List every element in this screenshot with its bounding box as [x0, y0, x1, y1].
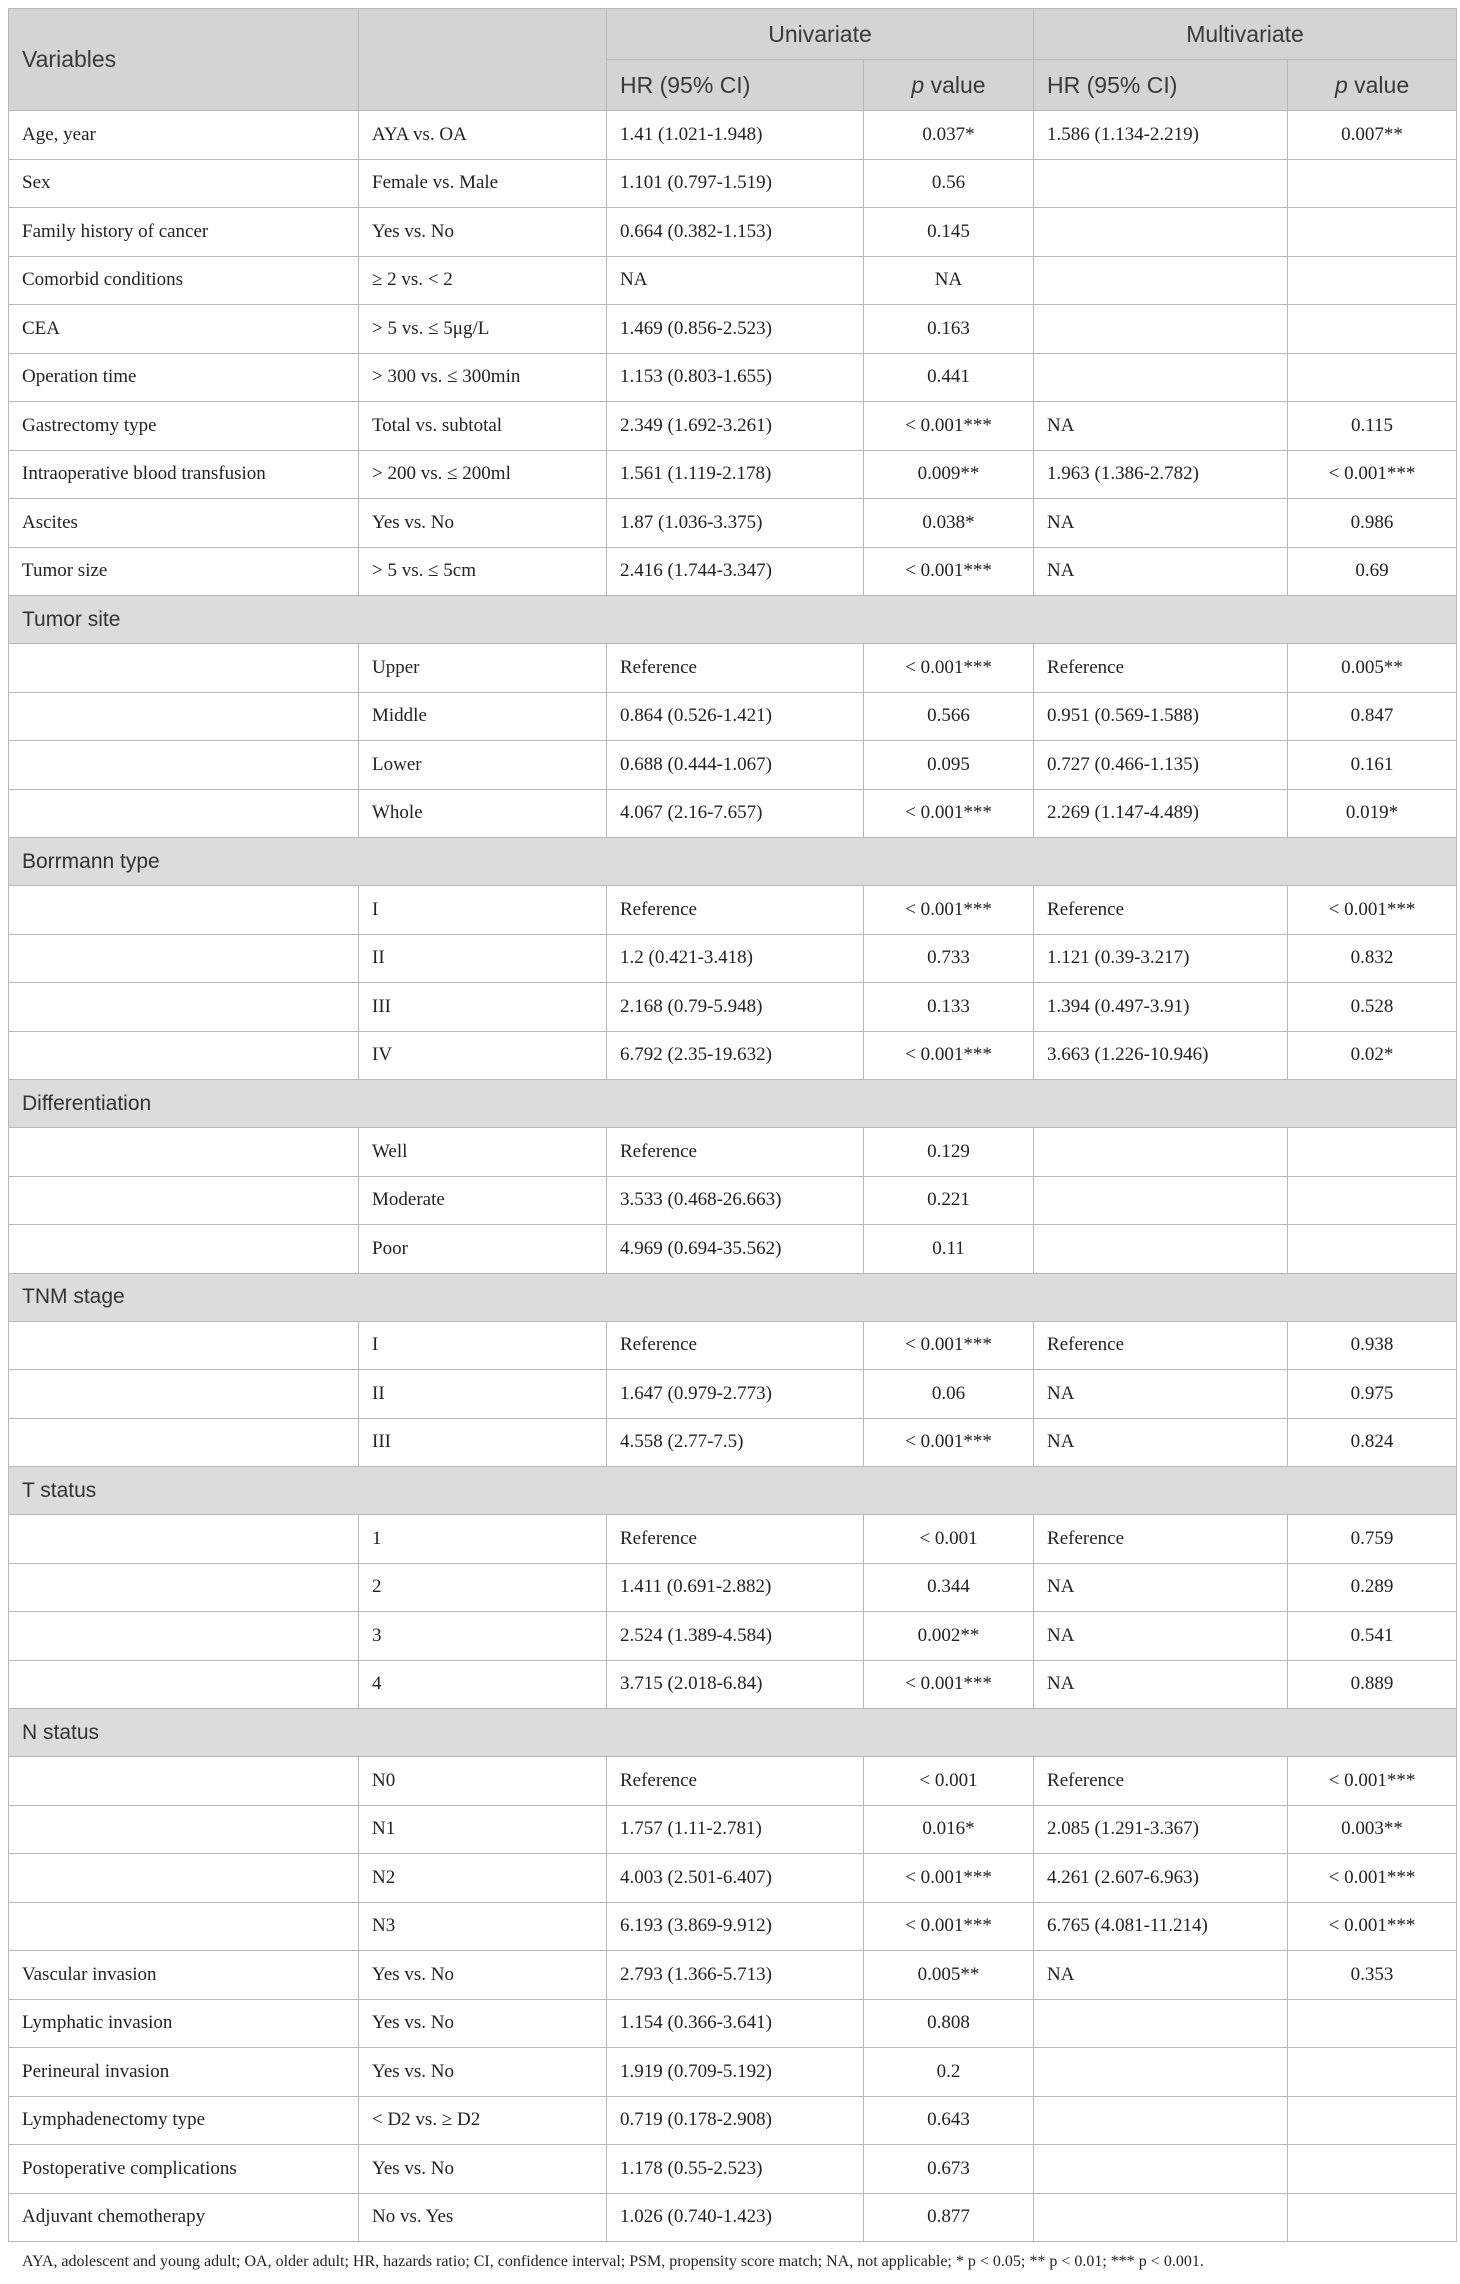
cell-comparison: Moderate [359, 1176, 607, 1225]
cell-multivariate-hr: 1.586 (1.134-2.219) [1034, 111, 1288, 160]
cell-comparison: Middle [359, 692, 607, 741]
cell-univariate-hr: 4.067 (2.16-7.657) [607, 789, 864, 838]
cell-multivariate-hr [1034, 208, 1288, 257]
section-row [9, 1709, 1457, 1757]
cell-multivariate-p: 0.69 [1288, 547, 1457, 596]
cell-variable [9, 789, 359, 838]
cell-multivariate-hr [1034, 159, 1288, 208]
header-p-italic: p [1334, 71, 1348, 98]
cell-comparison: I [359, 1321, 607, 1370]
cell-multivariate-hr [1034, 1128, 1288, 1177]
cell-univariate-p: < 0.001*** [864, 1321, 1034, 1370]
cell-univariate-hr: 0.719 (0.178-2.908) [607, 2096, 864, 2145]
section-row [9, 1080, 1457, 1128]
section-row [9, 838, 1457, 886]
cell-comparison: > 300 vs. ≤ 300min [359, 353, 607, 402]
cell-univariate-hr: 6.193 (3.869-9.912) [607, 1902, 864, 1951]
header-multivariate: Multivariate [1034, 9, 1457, 60]
cell-variable [9, 1612, 359, 1661]
cell-variable [9, 1031, 359, 1080]
results-table [8, 8, 1457, 2242]
cell-comparison: > 5 vs. ≤ 5cm [359, 547, 607, 596]
cell-variable [9, 1176, 359, 1225]
cell-univariate-hr: 3.715 (2.018-6.84) [607, 1660, 864, 1709]
cell-univariate-hr: Reference [607, 1515, 864, 1564]
cell-comparison: IV [359, 1031, 607, 1080]
cell-univariate-p: < 0.001*** [864, 1660, 1034, 1709]
cell-univariate-p: < 0.001 [864, 1757, 1034, 1806]
cell-multivariate-hr [1034, 1225, 1288, 1274]
cell-univariate-hr: 1.154 (0.366-3.641) [607, 1999, 864, 2048]
cell-univariate-hr: 1.153 (0.803-1.655) [607, 353, 864, 402]
cell-multivariate-p [1288, 1225, 1457, 1274]
cell-variable: Ascites [9, 499, 359, 548]
table-row [9, 1370, 1457, 1419]
cell-multivariate-hr: Reference [1034, 1757, 1288, 1806]
cell-comparison: II [359, 934, 607, 983]
cell-multivariate-p [1288, 353, 1457, 402]
header-comparison [359, 9, 607, 111]
cell-multivariate-hr: NA [1034, 499, 1288, 548]
cell-univariate-hr: Reference [607, 1757, 864, 1806]
table-row [9, 983, 1457, 1032]
cell-univariate-hr: 1.41 (1.021-1.948) [607, 111, 864, 160]
cell-multivariate-hr: NA [1034, 1660, 1288, 1709]
header-p-rest: value [1354, 71, 1410, 98]
cell-multivariate-p [1288, 2193, 1457, 2242]
cell-multivariate-hr [1034, 2048, 1288, 2097]
cell-comparison: Yes vs. No [359, 208, 607, 257]
cell-multivariate-p: 0.289 [1288, 1563, 1457, 1612]
cell-univariate-hr: 1.757 (1.11-2.781) [607, 1805, 864, 1854]
cell-univariate-p: 0.163 [864, 305, 1034, 354]
cell-multivariate-hr: NA [1034, 1370, 1288, 1419]
cell-univariate-hr: 0.864 (0.526-1.421) [607, 692, 864, 741]
cell-multivariate-p: 0.02* [1288, 1031, 1457, 1080]
cell-univariate-p: 0.11 [864, 1225, 1034, 1274]
cell-univariate-hr: 6.792 (2.35-19.632) [607, 1031, 864, 1080]
cell-variable: Postoperative complications [9, 2145, 359, 2194]
header-p-italic: p [911, 71, 925, 98]
header-multivariate-hr: HR (95% CI) [1034, 60, 1288, 111]
table-row [9, 692, 1457, 741]
cell-variable: Lymphatic invasion [9, 1999, 359, 2048]
cell-multivariate-p: 0.541 [1288, 1612, 1457, 1661]
cell-univariate-p: < 0.001*** [864, 1854, 1034, 1903]
cell-comparison: 1 [359, 1515, 607, 1564]
cell-variable [9, 1757, 359, 1806]
table-row [9, 1805, 1457, 1854]
table-row [9, 1321, 1457, 1370]
cell-univariate-p: 0.129 [864, 1128, 1034, 1177]
cell-univariate-hr: 1.561 (1.119-2.178) [607, 450, 864, 499]
cell-comparison: 3 [359, 1612, 607, 1661]
cell-univariate-hr: 1.647 (0.979-2.773) [607, 1370, 864, 1419]
cell-univariate-hr: 4.003 (2.501-6.407) [607, 1854, 864, 1903]
cell-multivariate-hr: NA [1034, 402, 1288, 451]
cell-comparison: < D2 vs. ≥ D2 [359, 2096, 607, 2145]
table-row [9, 1902, 1457, 1951]
cell-variable: Lymphadenectomy type [9, 2096, 359, 2145]
table-row [9, 1563, 1457, 1612]
cell-univariate-hr: 2.349 (1.692-3.261) [607, 402, 864, 451]
cell-variable: CEA [9, 305, 359, 354]
cell-univariate-hr: 1.178 (0.55-2.523) [607, 2145, 864, 2194]
cell-univariate-p: 0.344 [864, 1563, 1034, 1612]
cell-variable: Vascular invasion [9, 1951, 359, 2000]
cell-multivariate-p: 0.759 [1288, 1515, 1457, 1564]
cell-univariate-p: 0.016* [864, 1805, 1034, 1854]
cell-multivariate-hr [1034, 2193, 1288, 2242]
cell-multivariate-p: 0.528 [1288, 983, 1457, 1032]
cell-multivariate-p: 0.115 [1288, 402, 1457, 451]
table-row [9, 644, 1457, 693]
table-row [9, 1854, 1457, 1903]
cell-variable: Family history of cancer [9, 208, 359, 257]
cell-multivariate-p: 0.161 [1288, 741, 1457, 790]
cell-univariate-hr: 1.101 (0.797-1.519) [607, 159, 864, 208]
cell-univariate-p: < 0.001*** [864, 402, 1034, 451]
header-univariate: Univariate [607, 9, 1034, 60]
cell-variable [9, 983, 359, 1032]
cell-multivariate-hr: NA [1034, 547, 1288, 596]
cell-comparison: III [359, 1418, 607, 1467]
cell-univariate-hr: 1.411 (0.691-2.882) [607, 1563, 864, 1612]
table-row [9, 1128, 1457, 1177]
cell-variable: Adjuvant chemotherapy [9, 2193, 359, 2242]
cell-comparison: Yes vs. No [359, 1999, 607, 2048]
cell-multivariate-p [1288, 305, 1457, 354]
cell-univariate-p: 0.643 [864, 2096, 1034, 2145]
header-p-rest: value [930, 71, 986, 98]
table-row [9, 402, 1457, 451]
cell-multivariate-p: 0.938 [1288, 1321, 1457, 1370]
cell-univariate-hr: 3.533 (0.468-26.663) [607, 1176, 864, 1225]
cell-multivariate-p: 0.847 [1288, 692, 1457, 741]
cell-univariate-p: 0.808 [864, 1999, 1034, 2048]
table-row [9, 353, 1457, 402]
section-label: Differentiation [9, 1080, 1457, 1128]
table-row [9, 2048, 1457, 2097]
table-row [9, 2145, 1457, 2194]
cell-comparison: I [359, 886, 607, 935]
table-row [9, 256, 1457, 305]
cell-multivariate-p: 0.824 [1288, 1418, 1457, 1467]
cell-univariate-hr: 4.969 (0.694-35.562) [607, 1225, 864, 1274]
table-row [9, 1225, 1457, 1274]
cell-multivariate-hr: 0.951 (0.569-1.588) [1034, 692, 1288, 741]
table-row [9, 1418, 1457, 1467]
table-row [9, 499, 1457, 548]
cell-multivariate-hr: 0.727 (0.466-1.135) [1034, 741, 1288, 790]
table-row [9, 1999, 1457, 2048]
cell-univariate-hr: Reference [607, 644, 864, 693]
cell-multivariate-p: 0.019* [1288, 789, 1457, 838]
cell-variable [9, 934, 359, 983]
cell-comparison: 4 [359, 1660, 607, 1709]
cell-univariate-p: 0.06 [864, 1370, 1034, 1419]
cell-comparison: No vs. Yes [359, 2193, 607, 2242]
cell-multivariate-p [1288, 1999, 1457, 2048]
cell-comparison: > 5 vs. ≤ 5μg/L [359, 305, 607, 354]
header-univariate-hr: HR (95% CI) [607, 60, 864, 111]
cell-comparison: II [359, 1370, 607, 1419]
cell-multivariate-hr: Reference [1034, 1515, 1288, 1564]
cell-variable [9, 886, 359, 935]
cell-comparison: Upper [359, 644, 607, 693]
cell-multivariate-p: 0.975 [1288, 1370, 1457, 1419]
cell-multivariate-hr: 2.269 (1.147-4.489) [1034, 789, 1288, 838]
cell-multivariate-p [1288, 2096, 1457, 2145]
cell-univariate-p: 0.2 [864, 2048, 1034, 2097]
cell-variable [9, 1805, 359, 1854]
table-row [9, 1660, 1457, 1709]
header-univariate-p [864, 60, 1034, 111]
cell-multivariate-hr: 1.963 (1.386-2.782) [1034, 450, 1288, 499]
table-row [9, 1951, 1457, 2000]
cell-variable [9, 1321, 359, 1370]
cell-multivariate-hr: 3.663 (1.226-10.946) [1034, 1031, 1288, 1080]
cell-variable [9, 1515, 359, 1564]
section-label: T status [9, 1467, 1457, 1515]
cell-multivariate-p: < 0.001*** [1288, 1854, 1457, 1903]
cell-comparison: Lower [359, 741, 607, 790]
cell-variable [9, 1854, 359, 1903]
cell-multivariate-p: < 0.001*** [1288, 1757, 1457, 1806]
cell-univariate-hr: 2.524 (1.389-4.584) [607, 1612, 864, 1661]
cell-univariate-p: 0.145 [864, 208, 1034, 257]
cell-univariate-p: 0.733 [864, 934, 1034, 983]
table-row [9, 305, 1457, 354]
cell-univariate-hr: 1.919 (0.709-5.192) [607, 2048, 864, 2097]
cell-univariate-p: 0.56 [864, 159, 1034, 208]
cell-univariate-hr: 2.416 (1.744-3.347) [607, 547, 864, 596]
cell-multivariate-hr: 1.394 (0.497-3.91) [1034, 983, 1288, 1032]
cell-variable [9, 741, 359, 790]
cell-comparison: Yes vs. No [359, 499, 607, 548]
cell-multivariate-p: 0.832 [1288, 934, 1457, 983]
cell-univariate-p: 0.221 [864, 1176, 1034, 1225]
cell-multivariate-hr: Reference [1034, 886, 1288, 935]
cell-multivariate-p: 0.005** [1288, 644, 1457, 693]
section-label: N status [9, 1709, 1457, 1757]
cell-multivariate-p [1288, 159, 1457, 208]
cell-variable: Intraoperative blood transfusion [9, 450, 359, 499]
table-footnote: AYA, adolescent and young adult; OA, older adult; HR, hazards ratio; CI, confidence interval; PSM, propensity score match; NA, not applicable; * p < 0.05; ** p < 0.01; *** p < 0.001. [22, 2253, 1204, 2270]
cell-variable: Tumor size [9, 547, 359, 596]
section-row [9, 1273, 1457, 1321]
cell-univariate-p: NA [864, 256, 1034, 305]
cell-comparison: Yes vs. No [359, 2048, 607, 2097]
table-row [9, 1612, 1457, 1661]
cell-univariate-p: < 0.001*** [864, 547, 1034, 596]
cell-multivariate-hr [1034, 353, 1288, 402]
cell-variable [9, 1370, 359, 1419]
cell-multivariate-p [1288, 1176, 1457, 1225]
cell-multivariate-p [1288, 1128, 1457, 1177]
cell-univariate-hr: 1.2 (0.421-3.418) [607, 934, 864, 983]
section-label: Borrmann type [9, 838, 1457, 886]
cell-comparison: Yes vs. No [359, 2145, 607, 2194]
cell-variable: Gastrectomy type [9, 402, 359, 451]
table-header [9, 9, 1457, 111]
cell-univariate-hr: NA [607, 256, 864, 305]
table-row [9, 741, 1457, 790]
cell-variable [9, 1563, 359, 1612]
cell-univariate-p: < 0.001*** [864, 644, 1034, 693]
cell-multivariate-hr: 1.121 (0.39-3.217) [1034, 934, 1288, 983]
cell-multivariate-hr: Reference [1034, 644, 1288, 693]
cell-multivariate-hr: 6.765 (4.081-11.214) [1034, 1902, 1288, 1951]
cell-multivariate-hr [1034, 1176, 1288, 1225]
section-label: Tumor site [9, 596, 1457, 644]
cell-univariate-hr: 4.558 (2.77-7.5) [607, 1418, 864, 1467]
cell-multivariate-hr [1034, 305, 1288, 354]
table-row [9, 1176, 1457, 1225]
cell-multivariate-hr [1034, 1999, 1288, 2048]
cell-univariate-hr: 2.168 (0.79-5.948) [607, 983, 864, 1032]
cell-variable [9, 1225, 359, 1274]
cell-comparison: Poor [359, 1225, 607, 1274]
cell-multivariate-hr: 4.261 (2.607-6.963) [1034, 1854, 1288, 1903]
cell-multivariate-hr [1034, 2145, 1288, 2194]
cell-univariate-hr: 2.793 (1.366-5.713) [607, 1951, 864, 2000]
cell-univariate-p: < 0.001*** [864, 789, 1034, 838]
cell-variable [9, 644, 359, 693]
section-label: TNM stage [9, 1273, 1457, 1321]
cell-variable: Perineural invasion [9, 2048, 359, 2097]
cell-multivariate-p: 0.353 [1288, 1951, 1457, 2000]
table-row [9, 789, 1457, 838]
cell-univariate-hr: 1.87 (1.036-3.375) [607, 499, 864, 548]
cell-multivariate-p: < 0.001*** [1288, 886, 1457, 935]
cell-multivariate-hr: NA [1034, 1612, 1288, 1661]
table-row [9, 1515, 1457, 1564]
cell-multivariate-p: 0.889 [1288, 1660, 1457, 1709]
cell-univariate-p: 0.673 [864, 2145, 1034, 2194]
section-row [9, 1467, 1457, 1515]
cell-univariate-p: 0.005** [864, 1951, 1034, 2000]
cell-variable: Operation time [9, 353, 359, 402]
cell-comparison: Yes vs. No [359, 1951, 607, 2000]
cell-multivariate-hr: Reference [1034, 1321, 1288, 1370]
cell-univariate-p: < 0.001*** [864, 1902, 1034, 1951]
cell-multivariate-p [1288, 208, 1457, 257]
cell-comparison: Female vs. Male [359, 159, 607, 208]
table-row [9, 111, 1457, 160]
cell-variable: Comorbid conditions [9, 256, 359, 305]
cell-univariate-p: 0.133 [864, 983, 1034, 1032]
header-multivariate-p [1288, 60, 1457, 111]
cell-univariate-p: 0.095 [864, 741, 1034, 790]
cell-variable [9, 692, 359, 741]
cell-univariate-hr: 1.469 (0.856-2.523) [607, 305, 864, 354]
cell-univariate-p: 0.877 [864, 2193, 1034, 2242]
section-row [9, 596, 1457, 644]
cell-univariate-p: < 0.001*** [864, 1031, 1034, 1080]
cell-multivariate-hr: NA [1034, 1563, 1288, 1612]
cell-univariate-p: < 0.001*** [864, 886, 1034, 935]
cell-univariate-hr: 0.688 (0.444-1.067) [607, 741, 864, 790]
cell-univariate-p: 0.566 [864, 692, 1034, 741]
cell-multivariate-p: < 0.001*** [1288, 1902, 1457, 1951]
cell-comparison: Well [359, 1128, 607, 1177]
cell-multivariate-p: < 0.001*** [1288, 450, 1457, 499]
cell-comparison: Whole [359, 789, 607, 838]
table-row [9, 450, 1457, 499]
cell-univariate-hr: Reference [607, 1321, 864, 1370]
cell-comparison: III [359, 983, 607, 1032]
cell-variable [9, 1660, 359, 1709]
cell-univariate-p: 0.037* [864, 111, 1034, 160]
header-variables: Variables [9, 9, 359, 111]
cell-multivariate-hr [1034, 2096, 1288, 2145]
cell-multivariate-hr [1034, 256, 1288, 305]
cell-comparison: > 200 vs. ≤ 200ml [359, 450, 607, 499]
cell-variable: Age, year [9, 111, 359, 160]
table-row [9, 2096, 1457, 2145]
cell-univariate-p: < 0.001 [864, 1515, 1034, 1564]
cell-univariate-hr: 0.664 (0.382-1.153) [607, 208, 864, 257]
cell-variable [9, 1418, 359, 1467]
cell-comparison: N3 [359, 1902, 607, 1951]
cell-variable [9, 1128, 359, 1177]
cell-multivariate-hr: NA [1034, 1951, 1288, 2000]
cell-comparison: 2 [359, 1563, 607, 1612]
table-row [9, 934, 1457, 983]
table-row [9, 2193, 1457, 2242]
cell-univariate-p: 0.002** [864, 1612, 1034, 1661]
cell-multivariate-hr: 2.085 (1.291-3.367) [1034, 1805, 1288, 1854]
cell-comparison: Total vs. subtotal [359, 402, 607, 451]
table-row [9, 159, 1457, 208]
cell-univariate-hr: Reference [607, 886, 864, 935]
cell-multivariate-p [1288, 2145, 1457, 2194]
cell-multivariate-p: 0.003** [1288, 1805, 1457, 1854]
table-body [9, 111, 1457, 2242]
cell-univariate-hr: Reference [607, 1128, 864, 1177]
cell-comparison: N1 [359, 1805, 607, 1854]
cell-univariate-p: 0.038* [864, 499, 1034, 548]
cell-comparison: N0 [359, 1757, 607, 1806]
cell-comparison: N2 [359, 1854, 607, 1903]
cell-multivariate-p [1288, 256, 1457, 305]
cell-univariate-p: < 0.001*** [864, 1418, 1034, 1467]
cell-comparison: AYA vs. OA [359, 111, 607, 160]
cell-univariate-p: 0.441 [864, 353, 1034, 402]
table-row [9, 1757, 1457, 1806]
cell-comparison: ≥ 2 vs. < 2 [359, 256, 607, 305]
cell-univariate-hr: 1.026 (0.740-1.423) [607, 2193, 864, 2242]
table-row [9, 886, 1457, 935]
cell-multivariate-hr: NA [1034, 1418, 1288, 1467]
table-row [9, 547, 1457, 596]
table-row [9, 1031, 1457, 1080]
cell-variable: Sex [9, 159, 359, 208]
cell-multivariate-p: 0.007** [1288, 111, 1457, 160]
cell-univariate-p: 0.009** [864, 450, 1034, 499]
table-row [9, 208, 1457, 257]
cell-variable [9, 1902, 359, 1951]
cell-multivariate-p: 0.986 [1288, 499, 1457, 548]
cell-multivariate-p [1288, 2048, 1457, 2097]
